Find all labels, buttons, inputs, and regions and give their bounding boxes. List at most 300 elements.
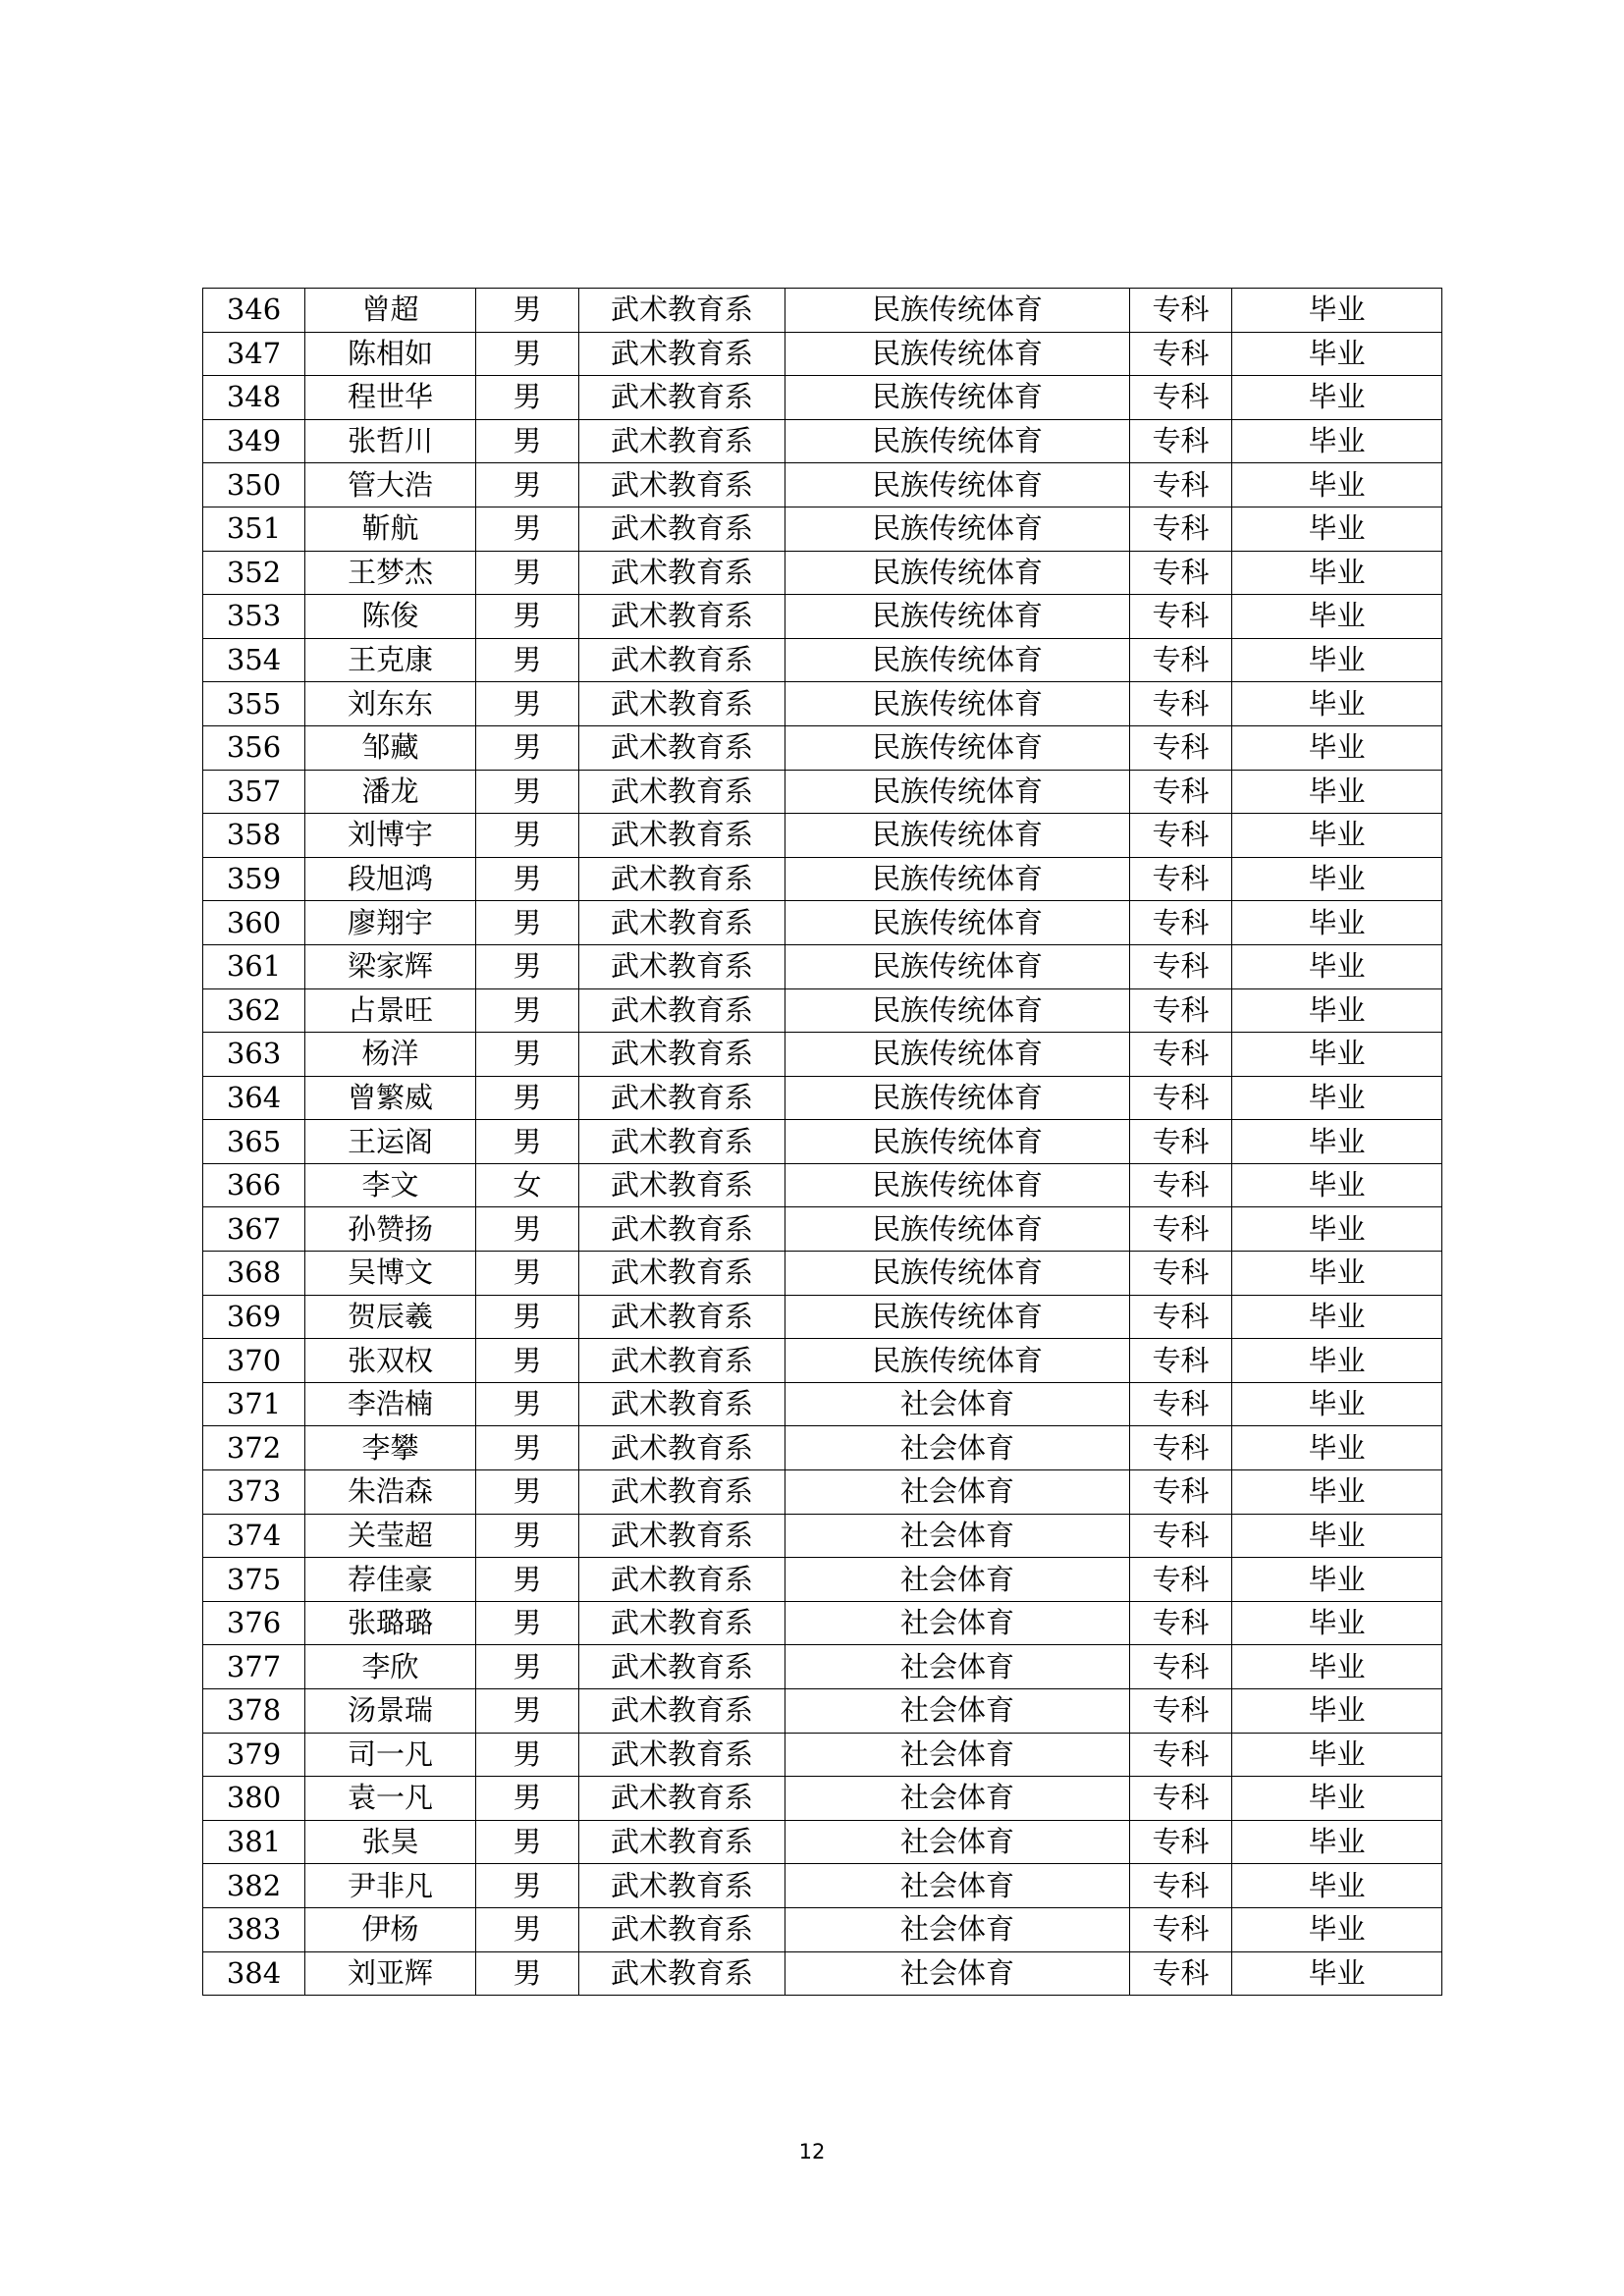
department-cell: 武术教育系 bbox=[579, 1558, 785, 1602]
table-row bbox=[203, 1207, 1442, 1252]
student-name-cell: 曾繁威 bbox=[305, 1076, 476, 1120]
student-name-cell: 张双权 bbox=[305, 1339, 476, 1383]
gender-cell: 男 bbox=[476, 1864, 579, 1908]
department-cell: 武术教育系 bbox=[579, 1864, 785, 1908]
student-name-cell: 邹藏 bbox=[305, 725, 476, 770]
status-cell: 毕业 bbox=[1232, 1076, 1442, 1120]
row-number-cell: 373 bbox=[203, 1470, 305, 1515]
level-cell: 专科 bbox=[1130, 1163, 1232, 1207]
major-cell: 社会体育 bbox=[785, 1689, 1130, 1734]
level-cell: 专科 bbox=[1130, 289, 1232, 333]
gender-cell: 男 bbox=[476, 1951, 579, 1996]
status-cell: 毕业 bbox=[1232, 332, 1442, 376]
student-name-cell: 李文 bbox=[305, 1163, 476, 1207]
gender-cell: 男 bbox=[476, 1514, 579, 1558]
student-name-cell: 刘亚辉 bbox=[305, 1951, 476, 1996]
major-cell: 民族传统体育 bbox=[785, 463, 1130, 507]
gender-cell: 男 bbox=[476, 1120, 579, 1164]
gender-cell: 男 bbox=[476, 1558, 579, 1602]
gender-cell: 男 bbox=[476, 1470, 579, 1515]
major-cell: 民族传统体育 bbox=[785, 770, 1130, 814]
major-cell: 民族传统体育 bbox=[785, 332, 1130, 376]
gender-cell: 男 bbox=[476, 376, 579, 420]
gender-cell: 男 bbox=[476, 419, 579, 463]
status-cell: 毕业 bbox=[1232, 551, 1442, 595]
department-cell: 武术教育系 bbox=[579, 289, 785, 333]
row-number-cell: 375 bbox=[203, 1558, 305, 1602]
row-number-cell: 376 bbox=[203, 1601, 305, 1645]
status-cell: 毕业 bbox=[1232, 1951, 1442, 1996]
level-cell: 专科 bbox=[1130, 725, 1232, 770]
major-cell: 民族传统体育 bbox=[785, 682, 1130, 726]
status-cell: 毕业 bbox=[1232, 1907, 1442, 1951]
student-name-cell: 袁一凡 bbox=[305, 1777, 476, 1821]
table-row bbox=[203, 682, 1442, 726]
table-row bbox=[203, 1864, 1442, 1908]
level-cell: 专科 bbox=[1130, 901, 1232, 945]
level-cell: 专科 bbox=[1130, 1601, 1232, 1645]
status-cell: 毕业 bbox=[1232, 463, 1442, 507]
major-cell: 社会体育 bbox=[785, 1426, 1130, 1470]
table-row bbox=[203, 770, 1442, 814]
row-number-cell: 355 bbox=[203, 682, 305, 726]
status-cell: 毕业 bbox=[1232, 725, 1442, 770]
status-cell: 毕业 bbox=[1232, 770, 1442, 814]
row-number-cell: 369 bbox=[203, 1295, 305, 1339]
gender-cell: 男 bbox=[476, 1426, 579, 1470]
level-cell: 专科 bbox=[1130, 770, 1232, 814]
student-name-cell: 司一凡 bbox=[305, 1733, 476, 1777]
table-row bbox=[203, 463, 1442, 507]
student-name-cell: 吴博文 bbox=[305, 1252, 476, 1296]
row-number-cell: 381 bbox=[203, 1820, 305, 1864]
gender-cell: 男 bbox=[476, 1076, 579, 1120]
department-cell: 武术教育系 bbox=[579, 1163, 785, 1207]
department-cell: 武术教育系 bbox=[579, 988, 785, 1033]
major-cell: 民族传统体育 bbox=[785, 595, 1130, 639]
status-cell: 毕业 bbox=[1232, 1426, 1442, 1470]
department-cell: 武术教育系 bbox=[579, 1470, 785, 1515]
department-cell: 武术教育系 bbox=[579, 944, 785, 988]
gender-cell: 男 bbox=[476, 1207, 579, 1252]
gender-cell: 男 bbox=[476, 1733, 579, 1777]
status-cell: 毕业 bbox=[1232, 1120, 1442, 1164]
status-cell: 毕业 bbox=[1232, 1252, 1442, 1296]
table-row bbox=[203, 1339, 1442, 1383]
table-row bbox=[203, 1645, 1442, 1689]
status-cell: 毕业 bbox=[1232, 1207, 1442, 1252]
student-name-cell: 李浩楠 bbox=[305, 1382, 476, 1426]
major-cell: 社会体育 bbox=[785, 1382, 1130, 1426]
row-number-cell: 352 bbox=[203, 551, 305, 595]
department-cell: 武术教育系 bbox=[579, 1777, 785, 1821]
status-cell: 毕业 bbox=[1232, 507, 1442, 551]
level-cell: 专科 bbox=[1130, 595, 1232, 639]
table-row bbox=[203, 944, 1442, 988]
level-cell: 专科 bbox=[1130, 1907, 1232, 1951]
table-row bbox=[203, 419, 1442, 463]
major-cell: 社会体育 bbox=[785, 1951, 1130, 1996]
status-cell: 毕业 bbox=[1232, 944, 1442, 988]
gender-cell: 男 bbox=[476, 332, 579, 376]
row-number-cell: 384 bbox=[203, 1951, 305, 1996]
table-body bbox=[203, 289, 1442, 1996]
row-number-cell: 378 bbox=[203, 1689, 305, 1734]
row-number-cell: 347 bbox=[203, 332, 305, 376]
major-cell: 民族传统体育 bbox=[785, 1076, 1130, 1120]
level-cell: 专科 bbox=[1130, 682, 1232, 726]
table-row bbox=[203, 901, 1442, 945]
row-number-cell: 353 bbox=[203, 595, 305, 639]
table-row bbox=[203, 1733, 1442, 1777]
gender-cell: 男 bbox=[476, 595, 579, 639]
department-cell: 武术教育系 bbox=[579, 1820, 785, 1864]
major-cell: 民族传统体育 bbox=[785, 638, 1130, 682]
gender-cell: 女 bbox=[476, 1163, 579, 1207]
department-cell: 武术教育系 bbox=[579, 332, 785, 376]
graduate-roster-table-wrapper bbox=[202, 288, 1441, 1996]
level-cell: 专科 bbox=[1130, 1558, 1232, 1602]
table-row bbox=[203, 1426, 1442, 1470]
student-name-cell: 伊杨 bbox=[305, 1907, 476, 1951]
department-cell: 武术教育系 bbox=[579, 1339, 785, 1383]
student-name-cell: 王克康 bbox=[305, 638, 476, 682]
status-cell: 毕业 bbox=[1232, 595, 1442, 639]
student-name-cell: 张哲川 bbox=[305, 419, 476, 463]
level-cell: 专科 bbox=[1130, 1076, 1232, 1120]
status-cell: 毕业 bbox=[1232, 988, 1442, 1033]
level-cell: 专科 bbox=[1130, 1514, 1232, 1558]
student-name-cell: 孙赞扬 bbox=[305, 1207, 476, 1252]
status-cell: 毕业 bbox=[1232, 1733, 1442, 1777]
department-cell: 武术教育系 bbox=[579, 1733, 785, 1777]
major-cell: 社会体育 bbox=[785, 1733, 1130, 1777]
department-cell: 武术教育系 bbox=[579, 1645, 785, 1689]
table-row bbox=[203, 725, 1442, 770]
row-number-cell: 356 bbox=[203, 725, 305, 770]
table-row bbox=[203, 1120, 1442, 1164]
department-cell: 武术教育系 bbox=[579, 1252, 785, 1296]
table-row bbox=[203, 595, 1442, 639]
status-cell: 毕业 bbox=[1232, 901, 1442, 945]
major-cell: 民族传统体育 bbox=[785, 1339, 1130, 1383]
level-cell: 专科 bbox=[1130, 988, 1232, 1033]
level-cell: 专科 bbox=[1130, 1689, 1232, 1734]
table-row bbox=[203, 1033, 1442, 1077]
status-cell: 毕业 bbox=[1232, 1645, 1442, 1689]
row-number-cell: 368 bbox=[203, 1252, 305, 1296]
gender-cell: 男 bbox=[476, 1382, 579, 1426]
status-cell: 毕业 bbox=[1232, 419, 1442, 463]
table-row bbox=[203, 1252, 1442, 1296]
row-number-cell: 346 bbox=[203, 289, 305, 333]
row-number-cell: 374 bbox=[203, 1514, 305, 1558]
gender-cell: 男 bbox=[476, 1601, 579, 1645]
page-number: 12 bbox=[798, 2140, 826, 2163]
major-cell: 社会体育 bbox=[785, 1558, 1130, 1602]
major-cell: 民族传统体育 bbox=[785, 551, 1130, 595]
major-cell: 民族传统体育 bbox=[785, 901, 1130, 945]
table-row bbox=[203, 1514, 1442, 1558]
level-cell: 专科 bbox=[1130, 1951, 1232, 1996]
level-cell: 专科 bbox=[1130, 857, 1232, 901]
level-cell: 专科 bbox=[1130, 507, 1232, 551]
student-name-cell: 杨洋 bbox=[305, 1033, 476, 1077]
status-cell: 毕业 bbox=[1232, 1339, 1442, 1383]
student-name-cell: 梁家辉 bbox=[305, 944, 476, 988]
table-row bbox=[203, 1820, 1442, 1864]
major-cell: 民族传统体育 bbox=[785, 289, 1130, 333]
gender-cell: 男 bbox=[476, 857, 579, 901]
gender-cell: 男 bbox=[476, 1033, 579, 1077]
level-cell: 专科 bbox=[1130, 944, 1232, 988]
table-row bbox=[203, 332, 1442, 376]
gender-cell: 男 bbox=[476, 1777, 579, 1821]
student-name-cell: 朱浩森 bbox=[305, 1470, 476, 1515]
table-row bbox=[203, 1076, 1442, 1120]
status-cell: 毕业 bbox=[1232, 1295, 1442, 1339]
gender-cell: 男 bbox=[476, 1645, 579, 1689]
status-cell: 毕业 bbox=[1232, 1601, 1442, 1645]
major-cell: 民族传统体育 bbox=[785, 1252, 1130, 1296]
status-cell: 毕业 bbox=[1232, 1163, 1442, 1207]
row-number-cell: 357 bbox=[203, 770, 305, 814]
student-name-cell: 程世华 bbox=[305, 376, 476, 420]
department-cell: 武术教育系 bbox=[579, 1207, 785, 1252]
row-number-cell: 377 bbox=[203, 1645, 305, 1689]
level-cell: 专科 bbox=[1130, 463, 1232, 507]
student-name-cell: 管大浩 bbox=[305, 463, 476, 507]
table-row bbox=[203, 507, 1442, 551]
student-name-cell: 荐佳豪 bbox=[305, 1558, 476, 1602]
gender-cell: 男 bbox=[476, 638, 579, 682]
major-cell: 民族传统体育 bbox=[785, 1295, 1130, 1339]
major-cell: 社会体育 bbox=[785, 1907, 1130, 1951]
major-cell: 民族传统体育 bbox=[785, 857, 1130, 901]
level-cell: 专科 bbox=[1130, 1777, 1232, 1821]
status-cell: 毕业 bbox=[1232, 376, 1442, 420]
level-cell: 专科 bbox=[1130, 376, 1232, 420]
row-number-cell: 362 bbox=[203, 988, 305, 1033]
department-cell: 武术教育系 bbox=[579, 725, 785, 770]
status-cell: 毕业 bbox=[1232, 814, 1442, 858]
table-row bbox=[203, 551, 1442, 595]
row-number-cell: 382 bbox=[203, 1864, 305, 1908]
major-cell: 民族传统体育 bbox=[785, 376, 1130, 420]
table-row bbox=[203, 1689, 1442, 1734]
student-name-cell: 贺辰羲 bbox=[305, 1295, 476, 1339]
department-cell: 武术教育系 bbox=[579, 1382, 785, 1426]
major-cell: 民族传统体育 bbox=[785, 507, 1130, 551]
status-cell: 毕业 bbox=[1232, 289, 1442, 333]
major-cell: 民族传统体育 bbox=[785, 1120, 1130, 1164]
level-cell: 专科 bbox=[1130, 551, 1232, 595]
department-cell: 武术教育系 bbox=[579, 376, 785, 420]
table-row bbox=[203, 289, 1442, 333]
table-row bbox=[203, 1470, 1442, 1515]
level-cell: 专科 bbox=[1130, 1252, 1232, 1296]
graduate-roster-table bbox=[202, 288, 1442, 1996]
department-cell: 武术教育系 bbox=[579, 1076, 785, 1120]
row-number-cell: 365 bbox=[203, 1120, 305, 1164]
level-cell: 专科 bbox=[1130, 419, 1232, 463]
level-cell: 专科 bbox=[1130, 1470, 1232, 1515]
level-cell: 专科 bbox=[1130, 1733, 1232, 1777]
department-cell: 武术教育系 bbox=[579, 551, 785, 595]
student-name-cell: 王运阁 bbox=[305, 1120, 476, 1164]
table-row bbox=[203, 638, 1442, 682]
level-cell: 专科 bbox=[1130, 332, 1232, 376]
major-cell: 民族传统体育 bbox=[785, 988, 1130, 1033]
major-cell: 社会体育 bbox=[785, 1601, 1130, 1645]
major-cell: 民族传统体育 bbox=[785, 419, 1130, 463]
major-cell: 民族传统体育 bbox=[785, 1033, 1130, 1077]
gender-cell: 男 bbox=[476, 1689, 579, 1734]
row-number-cell: 364 bbox=[203, 1076, 305, 1120]
status-cell: 毕业 bbox=[1232, 1382, 1442, 1426]
status-cell: 毕业 bbox=[1232, 682, 1442, 726]
gender-cell: 男 bbox=[476, 1339, 579, 1383]
table-row bbox=[203, 1382, 1442, 1426]
gender-cell: 男 bbox=[476, 289, 579, 333]
major-cell: 社会体育 bbox=[785, 1820, 1130, 1864]
gender-cell: 男 bbox=[476, 725, 579, 770]
student-name-cell: 汤景瑞 bbox=[305, 1689, 476, 1734]
department-cell: 武术教育系 bbox=[579, 1514, 785, 1558]
row-number-cell: 380 bbox=[203, 1777, 305, 1821]
row-number-cell: 383 bbox=[203, 1907, 305, 1951]
level-cell: 专科 bbox=[1130, 1820, 1232, 1864]
status-cell: 毕业 bbox=[1232, 1470, 1442, 1515]
level-cell: 专科 bbox=[1130, 1382, 1232, 1426]
row-number-cell: 360 bbox=[203, 901, 305, 945]
table-row bbox=[203, 1601, 1442, 1645]
gender-cell: 男 bbox=[476, 463, 579, 507]
department-cell: 武术教育系 bbox=[579, 1033, 785, 1077]
department-cell: 武术教育系 bbox=[579, 857, 785, 901]
department-cell: 武术教育系 bbox=[579, 1601, 785, 1645]
row-number-cell: 361 bbox=[203, 944, 305, 988]
major-cell: 民族传统体育 bbox=[785, 725, 1130, 770]
student-name-cell: 廖翔宇 bbox=[305, 901, 476, 945]
student-name-cell: 关莹超 bbox=[305, 1514, 476, 1558]
department-cell: 武术教育系 bbox=[579, 463, 785, 507]
level-cell: 专科 bbox=[1130, 1645, 1232, 1689]
status-cell: 毕业 bbox=[1232, 638, 1442, 682]
gender-cell: 男 bbox=[476, 988, 579, 1033]
department-cell: 武术教育系 bbox=[579, 770, 785, 814]
table-row bbox=[203, 814, 1442, 858]
student-name-cell: 王梦杰 bbox=[305, 551, 476, 595]
row-number-cell: 363 bbox=[203, 1033, 305, 1077]
row-number-cell: 350 bbox=[203, 463, 305, 507]
level-cell: 专科 bbox=[1130, 1120, 1232, 1164]
level-cell: 专科 bbox=[1130, 1207, 1232, 1252]
gender-cell: 男 bbox=[476, 1295, 579, 1339]
department-cell: 武术教育系 bbox=[579, 814, 785, 858]
major-cell: 社会体育 bbox=[785, 1514, 1130, 1558]
table-row bbox=[203, 1558, 1442, 1602]
major-cell: 社会体育 bbox=[785, 1777, 1130, 1821]
major-cell: 民族传统体育 bbox=[785, 814, 1130, 858]
row-number-cell: 370 bbox=[203, 1339, 305, 1383]
level-cell: 专科 bbox=[1130, 1864, 1232, 1908]
student-name-cell: 李攀 bbox=[305, 1426, 476, 1470]
table-row bbox=[203, 857, 1442, 901]
gender-cell: 男 bbox=[476, 944, 579, 988]
status-cell: 毕业 bbox=[1232, 1777, 1442, 1821]
status-cell: 毕业 bbox=[1232, 1820, 1442, 1864]
gender-cell: 男 bbox=[476, 814, 579, 858]
department-cell: 武术教育系 bbox=[579, 901, 785, 945]
table-row bbox=[203, 1951, 1442, 1996]
department-cell: 武术教育系 bbox=[579, 419, 785, 463]
department-cell: 武术教育系 bbox=[579, 1689, 785, 1734]
department-cell: 武术教育系 bbox=[579, 1426, 785, 1470]
table-row bbox=[203, 988, 1442, 1033]
status-cell: 毕业 bbox=[1232, 1514, 1442, 1558]
level-cell: 专科 bbox=[1130, 1033, 1232, 1077]
status-cell: 毕业 bbox=[1232, 1689, 1442, 1734]
student-name-cell: 刘博宇 bbox=[305, 814, 476, 858]
student-name-cell: 占景旺 bbox=[305, 988, 476, 1033]
student-name-cell: 段旭鸿 bbox=[305, 857, 476, 901]
gender-cell: 男 bbox=[476, 1252, 579, 1296]
row-number-cell: 379 bbox=[203, 1733, 305, 1777]
student-name-cell: 张璐璐 bbox=[305, 1601, 476, 1645]
row-number-cell: 372 bbox=[203, 1426, 305, 1470]
department-cell: 武术教育系 bbox=[579, 507, 785, 551]
status-cell: 毕业 bbox=[1232, 1864, 1442, 1908]
student-name-cell: 潘龙 bbox=[305, 770, 476, 814]
table-row bbox=[203, 1907, 1442, 1951]
gender-cell: 男 bbox=[476, 770, 579, 814]
department-cell: 武术教育系 bbox=[579, 1295, 785, 1339]
department-cell: 武术教育系 bbox=[579, 638, 785, 682]
level-cell: 专科 bbox=[1130, 1426, 1232, 1470]
student-name-cell: 靳航 bbox=[305, 507, 476, 551]
department-cell: 武术教育系 bbox=[579, 682, 785, 726]
gender-cell: 男 bbox=[476, 1907, 579, 1951]
table-row bbox=[203, 1163, 1442, 1207]
table-row bbox=[203, 1295, 1442, 1339]
table-row bbox=[203, 1777, 1442, 1821]
row-number-cell: 367 bbox=[203, 1207, 305, 1252]
status-cell: 毕业 bbox=[1232, 857, 1442, 901]
status-cell: 毕业 bbox=[1232, 1558, 1442, 1602]
row-number-cell: 348 bbox=[203, 376, 305, 420]
student-name-cell: 曾超 bbox=[305, 289, 476, 333]
student-name-cell: 陈俊 bbox=[305, 595, 476, 639]
gender-cell: 男 bbox=[476, 507, 579, 551]
gender-cell: 男 bbox=[476, 682, 579, 726]
gender-cell: 男 bbox=[476, 901, 579, 945]
row-number-cell: 358 bbox=[203, 814, 305, 858]
major-cell: 社会体育 bbox=[785, 1645, 1130, 1689]
status-cell: 毕业 bbox=[1232, 1033, 1442, 1077]
row-number-cell: 366 bbox=[203, 1163, 305, 1207]
major-cell: 民族传统体育 bbox=[785, 944, 1130, 988]
gender-cell: 男 bbox=[476, 1820, 579, 1864]
row-number-cell: 359 bbox=[203, 857, 305, 901]
department-cell: 武术教育系 bbox=[579, 1120, 785, 1164]
row-number-cell: 354 bbox=[203, 638, 305, 682]
student-name-cell: 尹非凡 bbox=[305, 1864, 476, 1908]
student-name-cell: 李欣 bbox=[305, 1645, 476, 1689]
department-cell: 武术教育系 bbox=[579, 1907, 785, 1951]
department-cell: 武术教育系 bbox=[579, 595, 785, 639]
student-name-cell: 刘东东 bbox=[305, 682, 476, 726]
